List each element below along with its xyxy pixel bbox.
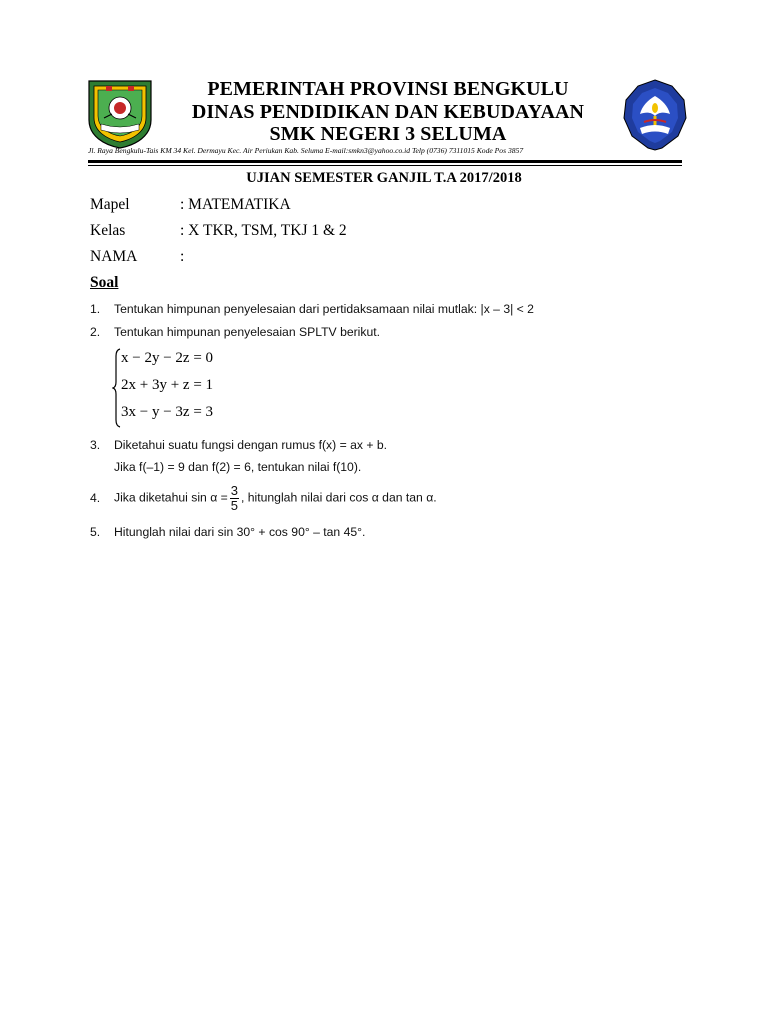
question-3-number: 3. (90, 438, 101, 452)
soal-heading: Soal (90, 274, 119, 291)
spltv-system (112, 348, 242, 428)
info-mapel (90, 196, 291, 214)
question-3-text-line2: Jika f(–1) = 9 dan f(2) = 6, tentukan nilai f(10). (114, 460, 362, 474)
info-nama-label: NAMA (90, 248, 138, 265)
question-4-text-after: , hitunglah nilai dari cos α dan tan α. (240, 490, 437, 505)
question-5-text: Hitunglah nilai dari sin 30° + cos 90° – tan 45°. (114, 525, 366, 539)
info-kelas-label: Kelas (90, 222, 126, 239)
question-5-number: 5. (90, 525, 101, 539)
equation-1: x − 2y − 2z = 0 (121, 350, 214, 366)
letterhead-rule-thick (88, 160, 682, 163)
question-1-number: 1. (90, 302, 101, 316)
question-3 (90, 438, 387, 452)
exam-title: UJIAN SEMESTER GANJIL T.A 2017/2018 (246, 170, 522, 186)
question-4-number: 4. (90, 490, 101, 505)
seluma-emblem-icon (86, 78, 154, 150)
question-2-number: 2. (90, 325, 101, 339)
question-5 (90, 525, 365, 539)
equation-3: 3x − y − 3z = 3 (121, 404, 214, 420)
letterhead-school: SMK NEGERI 3 SELUMA (269, 123, 507, 145)
question-1 (90, 302, 534, 316)
fraction (230, 484, 239, 513)
question-4 (90, 484, 437, 513)
question-1-text: Tentukan himpunan penyelesaian dari pertidaksamaan nilai mutlak: |x – 3| < 2 (114, 302, 534, 316)
fraction-denominator: 5 (230, 498, 238, 513)
equation-2: 2x + 3y + z = 1 (121, 377, 214, 393)
question-2 (90, 325, 380, 339)
info-kelas-value: : X TKR, TSM, TKJ 1 & 2 (180, 222, 347, 239)
letterhead-department: DINAS PENDIDIKAN DAN KEBUDAYAAN (191, 100, 585, 123)
tut-wuri-handayani-icon (620, 78, 690, 152)
letterhead-address: Jl. Raya Bengkulu-Tais KM 34 Kel. Dermayu Kec. Air Periukan Kab. Seluma E-mail:smkn3@yahoo.co.id Telp (0736) 7311015 Kode Pos 3857 (88, 146, 524, 155)
info-mapel-value: : MATEMATIKA (180, 196, 291, 213)
question-4-text-before: Jika diketahui sin α = (114, 490, 228, 505)
fraction-numerator: 3 (230, 483, 238, 498)
letterhead (160, 78, 616, 146)
letterhead-government: PEMERINTAH PROVINSI BENGKULU (207, 78, 569, 100)
letterhead-rule-thin (88, 165, 682, 166)
question-3-text: Diketahui suatu fungsi dengan rumus f(x) = ax + b. (114, 438, 388, 452)
question-2-text: Tentukan himpunan penyelesaian SPLTV berikut. (114, 325, 381, 339)
info-mapel-label: Mapel (90, 196, 130, 213)
info-nama (90, 248, 184, 266)
info-kelas (90, 222, 347, 240)
info-nama-value: : (180, 248, 185, 265)
